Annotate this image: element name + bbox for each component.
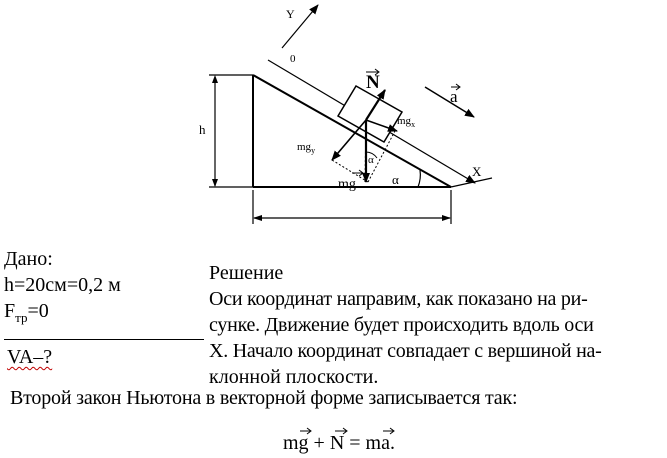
mgy-arrow (332, 120, 366, 160)
origin-label: 0 (290, 53, 296, 65)
height-label: h (199, 122, 206, 137)
mgy-label: $mg_y$ (297, 141, 316, 155)
formula-vector-arrows (283, 420, 403, 436)
alpha-label-inner: α (368, 154, 374, 166)
mgx-label: $mg_x$ (397, 115, 416, 129)
solution-line-3: X. Начало координат совпадает с вершиной на- (209, 340, 602, 362)
normal-force-label: N (366, 72, 380, 93)
formula: mg + N = ma. (283, 432, 395, 454)
given-title: Дано: (4, 248, 53, 270)
newton-law-line: Второй закон Ньютона в векторной форме записывается так: (10, 387, 518, 409)
solution-line-1: Оси координат направим, как показано на ри- (209, 288, 588, 310)
y-axis-label: Y (286, 7, 295, 21)
given-height: h=20см=0,2 м (4, 274, 121, 296)
given-friction: $F_{тр}=0$ (4, 300, 49, 325)
angle-arc (418, 170, 420, 187)
accel-label: a (450, 87, 458, 106)
given-separator (4, 339, 204, 340)
solution-title: Решение (209, 262, 284, 284)
given-find: VA–? (7, 346, 53, 368)
solution-block (209, 260, 602, 390)
alpha-label-base: α (392, 172, 399, 187)
solution-line-4: клонной плоскости. (209, 366, 379, 388)
x-axis-line (451, 178, 492, 187)
x-axis-label: X (472, 164, 482, 179)
given-block (4, 246, 121, 331)
solution-line-2: сунке. Движение будет происходить вдоль оси (209, 314, 594, 336)
mg-label: mg (338, 177, 356, 192)
